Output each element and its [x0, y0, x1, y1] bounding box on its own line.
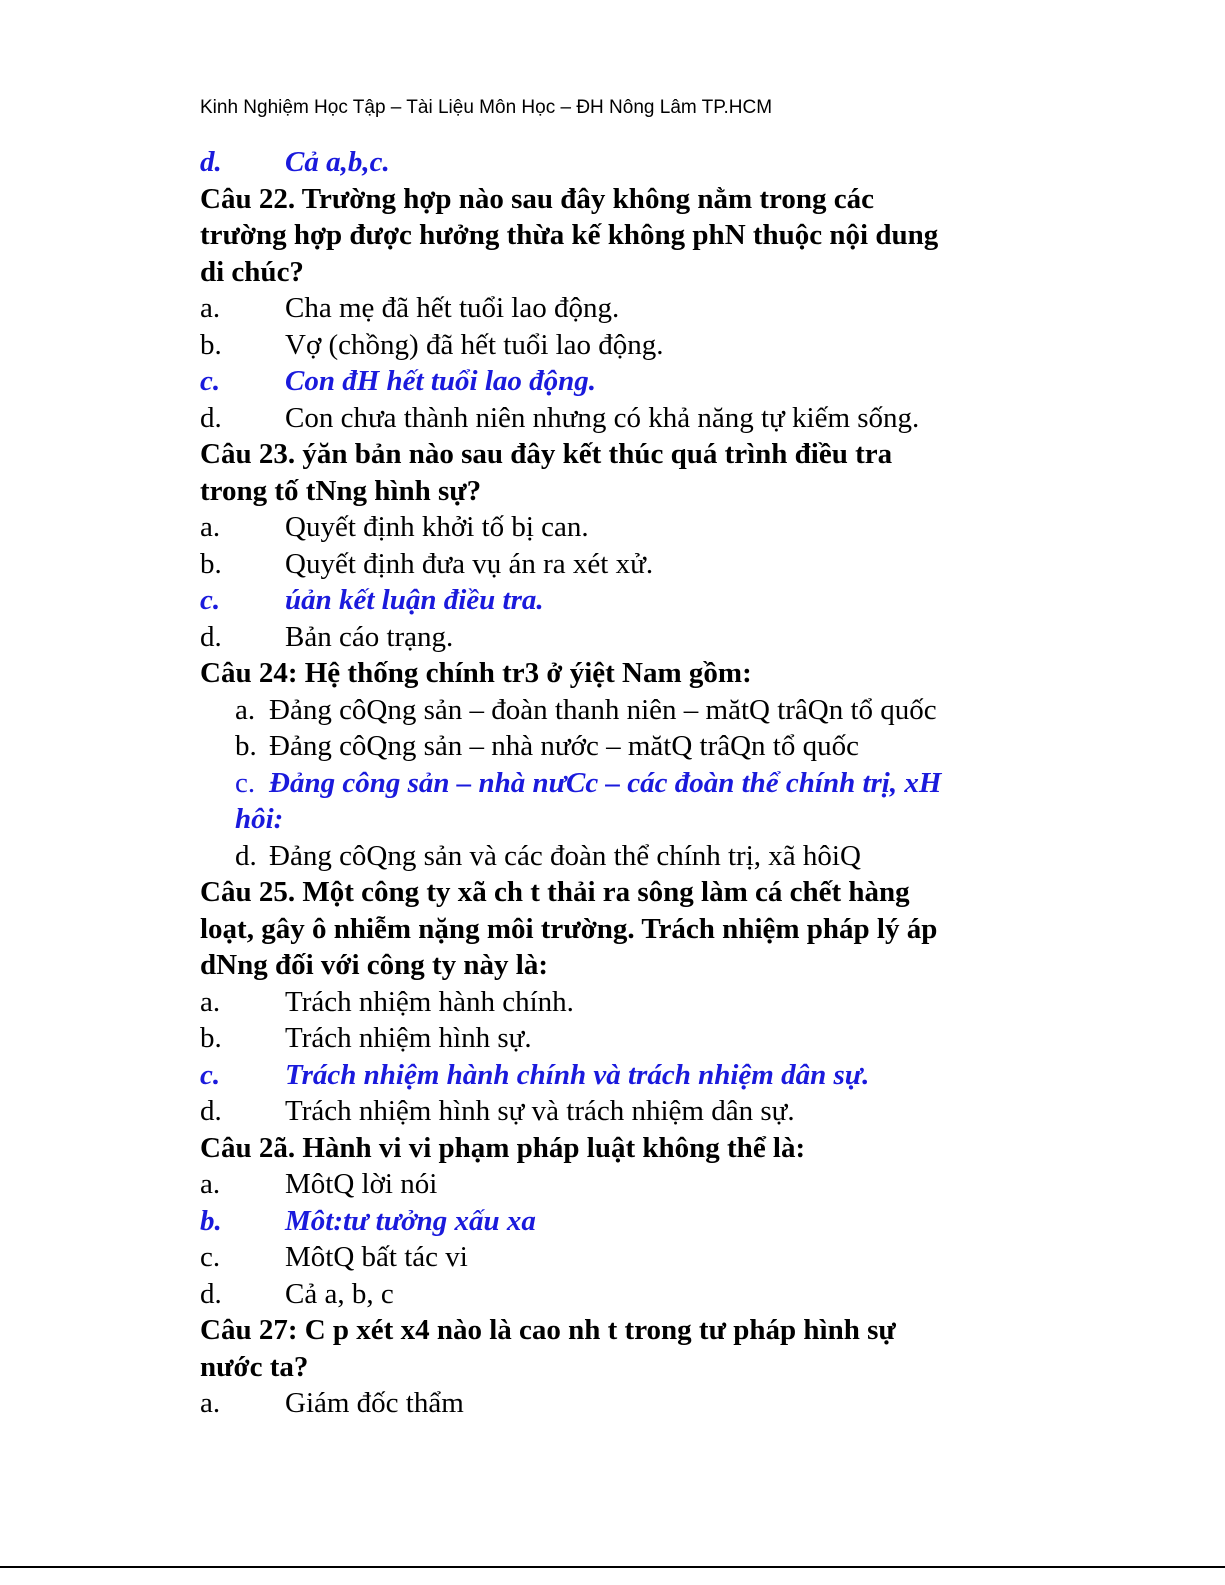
option-line	[200, 1166, 1070, 1203]
option-text: MôtQ lời nói	[285, 1168, 438, 1200]
bottom-divider	[0, 1566, 1225, 1568]
option-letter: b.	[200, 328, 222, 361]
option-text: Con đH hết tuổi lao động.	[285, 365, 597, 397]
answer-option	[200, 1203, 1070, 1240]
option-letter: d.	[200, 146, 222, 178]
option-text: Cả a,b,c.	[285, 146, 390, 178]
option-line	[200, 1093, 1070, 1130]
option-letter: c.	[200, 1241, 221, 1273]
option-text: Đảng công sản – nhà nưCc – các đoàn thể chính trị, xH	[269, 766, 942, 799]
option-text: Cả a, b, c	[285, 1277, 394, 1310]
question-line: nước ta?	[200, 1350, 309, 1383]
option-letter: d.	[235, 839, 257, 872]
option-line	[200, 619, 1070, 656]
option-text: Quyết định khởi tố bị can.	[285, 511, 589, 543]
option-letter: b.	[200, 1022, 222, 1054]
option-line	[200, 290, 1070, 327]
option-text: Vợ (chồng) đã hết tuổi lao động.	[285, 328, 664, 361]
option-line	[200, 1276, 1070, 1313]
option-letter: c.	[235, 766, 256, 799]
document-body	[200, 144, 1070, 1422]
question-line: Câu 23. ýăn bản nào sau đây kết thúc quá trình điều tra	[200, 438, 893, 470]
option-letter: a.	[200, 292, 221, 324]
option-line	[200, 546, 1070, 583]
question-line: Câu 22. Trường hợp nào sau đây không nằm trong các	[200, 182, 874, 215]
option-letter: a.	[200, 1168, 221, 1200]
question-line: di chúc?	[200, 255, 304, 288]
option-text: Trách nhiệm hành chính và trách nhiệm dân sự.	[285, 1058, 870, 1091]
option-letter: d.	[200, 1095, 222, 1127]
question-line: Câu 24: Hệ thống chính tr3 ở ýiệt Nam gồm:	[200, 657, 752, 689]
option-text: Đảng côQng sản và các đoàn thể chính trị, xã hôiQ	[269, 839, 861, 872]
option-text: Đảng côQng sản – nhà nước – mătQ trâQn tổ quốc	[269, 730, 859, 762]
option-text: Đảng côQng sản – đoàn thanh niên – mătQ trâQn tổ quốc	[269, 693, 937, 726]
question-line: loạt, gây ô nhiễm nặng môi trường. Trách nhiệm pháp lý áp	[200, 912, 938, 945]
option-letter: d.	[200, 1277, 222, 1310]
option-text: Cha mẹ đã hết tuổi lao động.	[285, 292, 620, 324]
answer-option	[200, 1057, 1070, 1094]
option-letter: a.	[200, 1387, 221, 1419]
option-letter: c.	[200, 584, 221, 616]
option-letter: c.	[200, 365, 221, 397]
option-line	[200, 728, 1070, 765]
option-line	[200, 1385, 1070, 1422]
question-line: Câu 27: C p xét x4 nào là cao nh t trong tư pháp hình sự	[200, 1314, 896, 1346]
option-text: Trách nhiệm hình sự.	[285, 1022, 532, 1054]
option-letter: d.	[200, 401, 222, 434]
question-line: trong tố tNng hình sự?	[200, 474, 482, 507]
option-text: Con chưa thành niên nhưng có khả năng tự kiếm sống.	[285, 401, 920, 434]
question-line: trường hợp được hưởng thừa kế không phN thuộc nội dung	[200, 219, 939, 251]
option-line	[200, 692, 1070, 729]
option-line	[200, 1020, 1070, 1057]
question-line: Câu 2ã. Hành vi vi phạm pháp luật không thể là:	[200, 1131, 806, 1164]
question-line: Câu 25. Một công ty xã ch t thải ra sông làm cá chết hàng	[200, 876, 910, 908]
option-letter: b.	[235, 730, 257, 762]
option-line	[200, 400, 1070, 437]
option-letter: b.	[200, 547, 222, 580]
option-text: Trách nhiệm hình sự và trách nhiệm dân sự.	[285, 1095, 795, 1127]
option-text: Trách nhiệm hành chính.	[285, 985, 574, 1018]
question-line: dNng đối với công ty này là:	[200, 949, 548, 981]
option-text: MôtQ bất tác vi	[285, 1241, 468, 1273]
option-letter: a.	[235, 693, 256, 726]
option-line	[200, 327, 1070, 364]
option-text: Quyết định đưa vụ án ra xét xử.	[285, 547, 654, 580]
option-text: Môt:tư tưởng xấu xa	[285, 1204, 536, 1237]
option-line	[200, 984, 1070, 1021]
option-line	[200, 509, 1070, 546]
option-letter: b.	[200, 1204, 222, 1237]
option-line	[200, 838, 1070, 875]
answer-option	[200, 765, 1070, 802]
option-text: úản kết luận điều tra.	[285, 584, 544, 616]
answer-option	[200, 363, 1070, 400]
answer-continuation: hôi:	[235, 803, 284, 835]
page-header: Kinh Nghiệm Học Tập – Tài Liệu Môn Học – ĐH Nông Lâm TP.HCM	[200, 97, 773, 118]
answer-option	[200, 582, 1070, 619]
option-letter: a.	[200, 511, 221, 543]
answer-option	[200, 144, 1070, 181]
option-text: Bản cáo trạng.	[285, 620, 454, 653]
option-letter: a.	[200, 985, 221, 1018]
option-letter: d.	[200, 620, 222, 653]
option-line	[200, 1239, 1070, 1276]
option-text: Giám đốc thẩm	[285, 1387, 464, 1419]
option-letter: c.	[200, 1058, 221, 1091]
